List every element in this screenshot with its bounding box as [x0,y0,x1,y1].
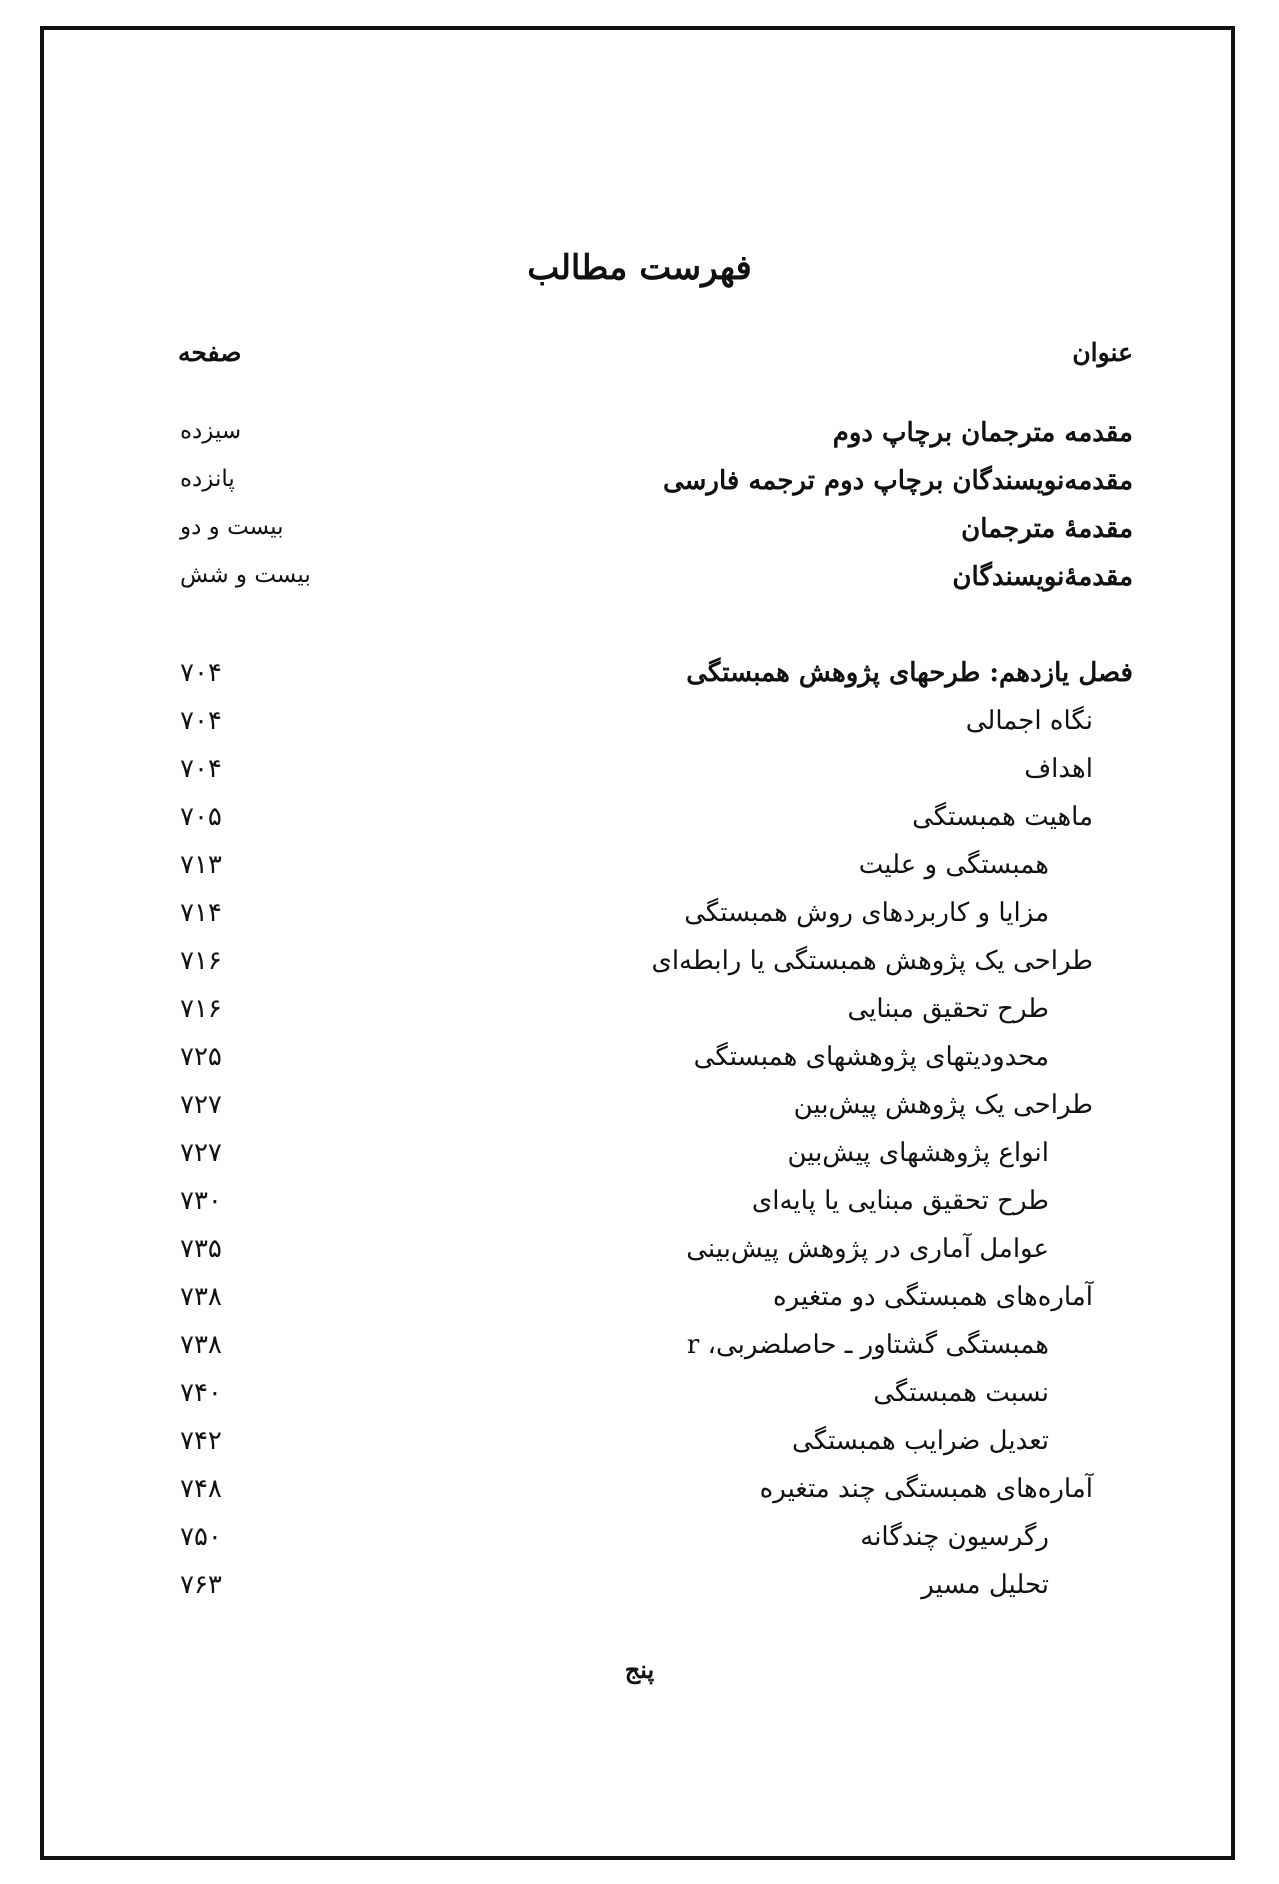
toc-entry-page: ۷۳۰ [180,1186,222,1216]
toc-entry-page: ۷۱۶ [180,946,222,976]
toc-row [0,850,1279,890]
toc-row [0,1090,1279,1130]
toc-entry-page: بیست و دو [180,514,284,540]
toc-entry-page: پانزده [180,466,235,492]
toc-entry-title: مقدمهٔ‌نویسندگان [952,562,1133,592]
toc-entry-page: ۷۱۴ [180,898,222,928]
toc-entry-page: بیست و شش [180,562,311,588]
toc-entry-page: ۷۳۸ [180,1330,222,1360]
toc-entry-title: طراحی یک پژوهش همبستگی یا رابطه‌ای [651,946,1093,976]
toc-entry-page: ۷۱۳ [180,850,222,880]
toc-entry-title: طرح تحقیق مبنایی یا پایه‌ای [751,1186,1049,1216]
toc-entry-page: ۷۱۶ [180,994,222,1024]
toc-entry-title: رگرسیون چندگانه [860,1522,1049,1552]
toc-entry-title: طراحی یک پژوهش پیش‌بین [793,1090,1093,1120]
toc-entry-page: ۷۲۷ [180,1138,222,1168]
toc-row [0,1570,1279,1610]
column-header-title: عنوان [1072,338,1133,367]
toc-entry-page: ۷۰۴ [180,658,222,688]
toc-entry-page: ۷۴۲ [180,1426,222,1456]
toc-row [0,994,1279,1034]
toc-entry-page: ۷۵۰ [180,1522,222,1552]
toc-entry-page: ۷۲۷ [180,1090,222,1120]
toc-row [0,802,1279,842]
toc-chapter-row [0,658,1279,698]
toc-row [0,1138,1279,1178]
toc-row [0,1234,1279,1274]
toc-row [0,466,1279,506]
toc-row [0,754,1279,794]
toc-entry-page: ۷۴۰ [180,1378,222,1408]
toc-entry-title: مقدمه مترجمان برچاپ دوم [832,418,1133,448]
column-header-page: صفحه [178,338,242,367]
toc-row [0,1474,1279,1514]
toc-entry-title: مقدمهٔ مترجمان [961,514,1133,544]
toc-entry-title: همبستگی گشتاور ـ حاصلضربی، r [686,1330,1049,1360]
page-title: فهرست مطالب [527,248,752,288]
toc-row [0,946,1279,986]
toc-row [0,1378,1279,1418]
toc-entry-title: فصل یازدهم: طرحهای پژوهش همبستگی [686,658,1133,688]
toc-entry-page: ۷۶۳ [180,1570,222,1600]
toc-entry-page: ۷۰۴ [180,754,222,784]
toc-entry-title: اهداف [1024,754,1093,784]
toc-entry-title: محدودیتهای پژوهشهای همبستگی [693,1042,1049,1072]
toc-entry-title: مزایا و کاربردهای روش همبستگی [684,898,1049,928]
toc-row [0,1282,1279,1322]
toc-row [0,1186,1279,1226]
page-number-footer: پنج [624,1655,655,1684]
toc-row [0,1426,1279,1466]
toc-entry-title: تعدیل ضرایب همبستگی [792,1426,1049,1456]
toc-row [0,1042,1279,1082]
toc-entry-title: آماره‌های همبستگی دو متغیره [773,1282,1093,1312]
toc-row [0,1522,1279,1562]
toc-entry-title: مقدمه‌نویسندگان برچاپ دوم ترجمه فارسی [662,466,1133,496]
toc-row [0,514,1279,554]
toc-entry-title: آماره‌های همبستگی چند متغیره [759,1474,1093,1504]
toc-entry-page: ۷۴۸ [180,1474,222,1504]
toc-entry-page: ۷۲۵ [180,1042,222,1072]
toc-entry-title: ماهیت همبستگی [912,802,1093,832]
toc-entry-page: سیزده [180,418,242,444]
toc-entry-title: انواع پژوهشهای پیش‌بین [787,1138,1049,1168]
toc-entry-page: ۷۰۵ [180,802,222,832]
toc-entry-title: همبستگی و علیت [858,850,1049,880]
toc-row [0,562,1279,602]
toc-row [0,418,1279,458]
toc-entry-title: تحلیل مسیر [921,1570,1049,1600]
toc-entry-page: ۷۰۴ [180,706,222,736]
toc-entry-page: ۷۳۸ [180,1282,222,1312]
toc-entry-title: عوامل آماری در پژوهش پیش‌بینی [686,1234,1049,1264]
toc-row [0,898,1279,938]
toc-row [0,706,1279,746]
toc-entry-title: نگاه اجمالی [965,706,1093,736]
toc-entry-title: طرح تحقیق مبنایی [847,994,1049,1024]
toc-entry-page: ۷۳۵ [180,1234,222,1264]
toc-row [0,1330,1279,1370]
toc-entry-title: نسبت همبستگی [873,1378,1049,1408]
